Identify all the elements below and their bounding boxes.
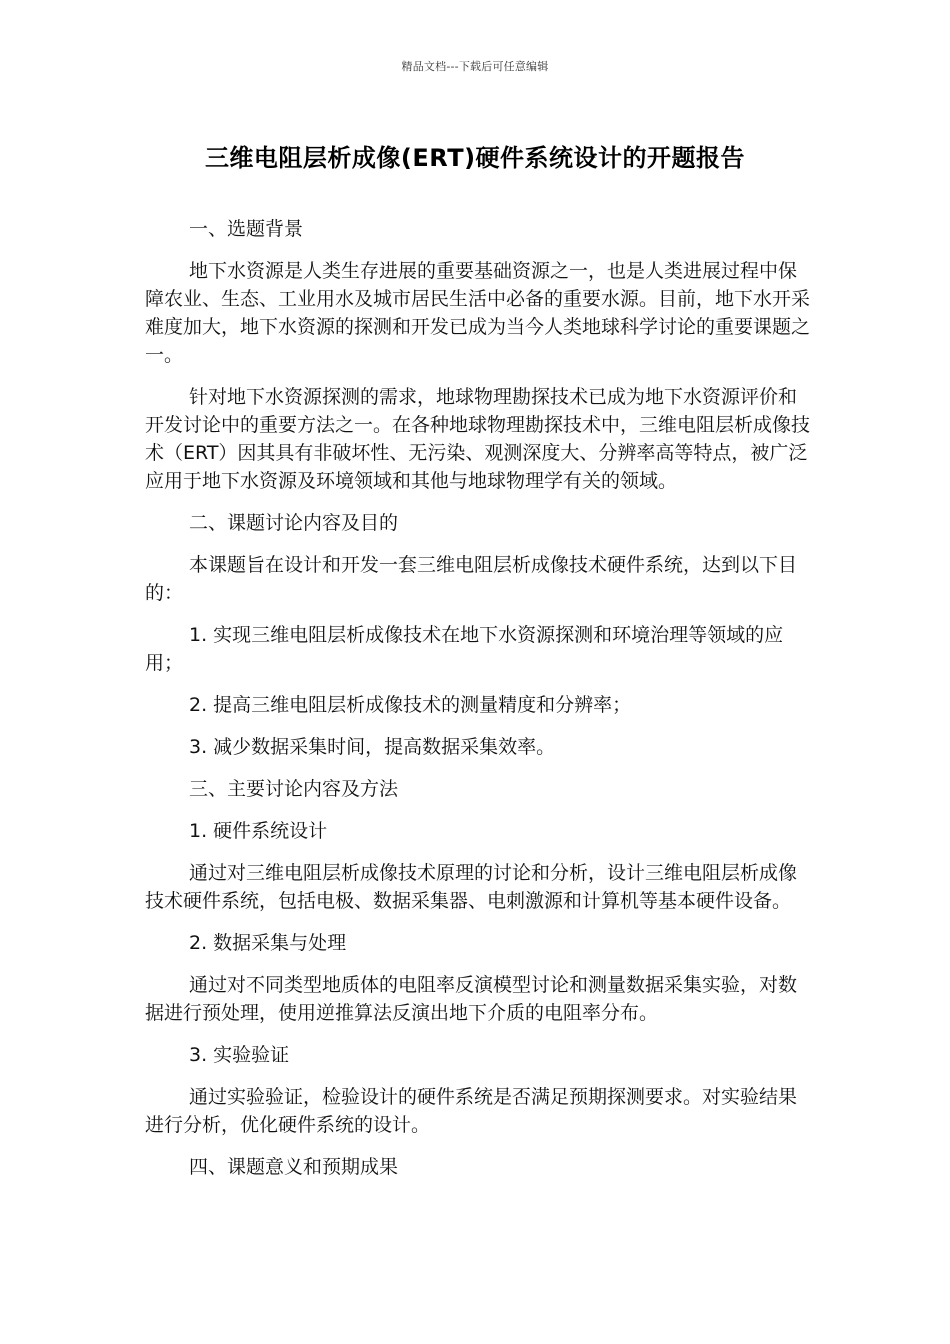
section-heading-background: 一、选题背景 — [189, 218, 304, 240]
paragraph-background-2: 针对地下水资源探测的需求，地球物理勘探技术已成为地下水资源评价和开发讨论中的重要方法之一。在各种地球物理勘探技术中，三维电阻层析成像技术（ERT）因其具有非破坏性、无污染、观测深度大、分辨率高等特点，被广泛应用于地下水资源及环境领域和其他与地球物理学有关的领域。 — [145, 386, 811, 492]
page-header-watermark: 精品文档---下载后可任意编辑 — [401, 60, 549, 73]
goal-item-1: 1. 实现三维电阻层析成像技术在地下水资源探测和环境治理等领域的应用； — [145, 624, 784, 674]
goal-item-3: 3. 减少数据采集时间，提高数据采集效率。 — [189, 736, 556, 758]
paragraph-experiment-validation: 通过实验验证，检验设计的硬件系统是否满足预期探测要求。对实验结果进行分析，优化硬件系统的设计。 — [145, 1086, 798, 1136]
section-heading-significance: 四、课题意义和预期成果 — [189, 1156, 399, 1178]
paragraph-background-1: 地下水资源是人类生存进展的重要基础资源之一，也是人类进展过程中保障农业、生态、工业用水及城市居民生活中必备的重要水源。目前，地下水开采难度加大，地下水资源的探测和开发已成为当今人类地球科学讨论的重要课题之一。 — [145, 260, 811, 366]
subheading-experiment-validation: 3. 实验验证 — [189, 1044, 290, 1066]
subheading-data-acquisition: 2. 数据采集与处理 — [189, 932, 347, 954]
paragraph-data-acquisition: 通过对不同类型地质体的电阻率反演模型讨论和测量数据采集实验，对数据进行预处理，使用逆推算法反演出地下介质的电阻率分布。 — [145, 974, 798, 1024]
section-heading-content-purpose: 二、课题讨论内容及目的 — [189, 512, 399, 534]
document-title: 三维电阻层析成像(ERT)硬件系统设计的开题报告 — [204, 144, 746, 172]
section-heading-methods: 三、主要讨论内容及方法 — [189, 778, 399, 800]
subheading-hardware-design: 1. 硬件系统设计 — [189, 820, 328, 842]
paragraph-hardware-design: 通过对三维电阻层析成像技术原理的讨论和分析，设计三维电阻层析成像技术硬件系统，包括电极、数据采集器、电刺激源和计算机等基本硬件设备。 — [145, 862, 798, 912]
paragraph-purpose-intro: 本课题旨在设计和开发一套三维电阻层析成像技术硬件系统，达到以下目的： — [145, 554, 798, 604]
document-body — [145, 215, 810, 1195]
goal-item-2: 2. 提高三维电阻层析成像技术的测量精度和分辨率； — [189, 694, 632, 716]
